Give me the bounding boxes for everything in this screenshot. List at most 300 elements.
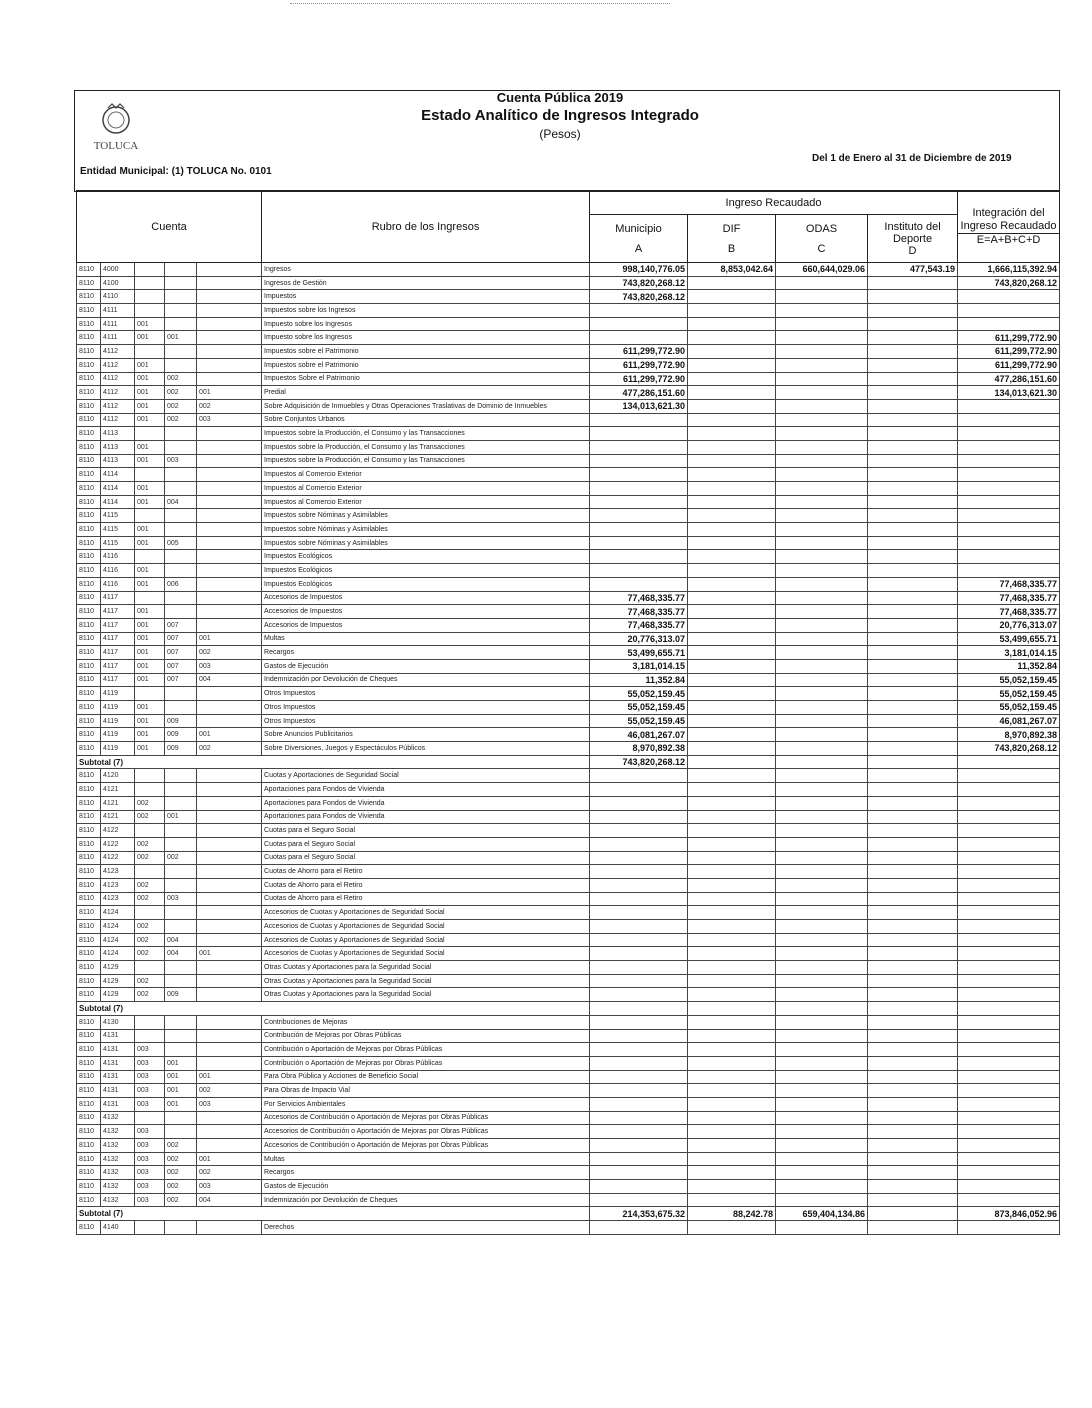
- integracion-value: 55,052,159.45: [958, 673, 1060, 687]
- account-code-cell: 4117: [101, 673, 135, 687]
- integracion-value: 20,776,313.07: [958, 618, 1060, 632]
- subtotal-row: [77, 1207, 1060, 1221]
- subtotal-row: [77, 755, 1060, 769]
- municipio-value: 20,776,313.07: [590, 632, 688, 646]
- account-code-cell: 001: [135, 646, 165, 660]
- account-code-cell: 8110: [77, 933, 101, 947]
- account-code-cell: [197, 701, 262, 715]
- dif-value: [688, 1056, 776, 1070]
- dif-value: [688, 1152, 776, 1166]
- odas-value: [776, 372, 868, 386]
- account-code-cell: [197, 878, 262, 892]
- municipio-value: [590, 837, 688, 851]
- account-code-cell: 4000: [101, 263, 135, 277]
- account-code-cell: 4140: [101, 1221, 135, 1235]
- integracion-value: [958, 920, 1060, 934]
- account-code-cell: 8110: [77, 304, 101, 318]
- odas-value: [776, 947, 868, 961]
- account-code-cell: [197, 427, 262, 441]
- table-row: [77, 1111, 1060, 1125]
- odas-value: [776, 1193, 868, 1207]
- account-code-cell: [165, 345, 197, 359]
- municipio-value: 214,353,675.32: [590, 1207, 688, 1221]
- account-code-cell: 8110: [77, 591, 101, 605]
- table-row: [77, 769, 1060, 783]
- account-code-cell: 001: [197, 632, 262, 646]
- account-code-cell: 001: [165, 810, 197, 824]
- account-code-cell: 4122: [101, 851, 135, 865]
- dif-value: [688, 1180, 776, 1194]
- rubro-cell: Impuestos al Comercio Exterior: [262, 468, 590, 482]
- account-code-cell: [135, 1111, 165, 1125]
- municipio-value: 77,468,335.77: [590, 618, 688, 632]
- account-code-cell: 4122: [101, 837, 135, 851]
- dif-value: [688, 947, 776, 961]
- table-row: [77, 454, 1060, 468]
- odas-value: [776, 454, 868, 468]
- account-code-cell: [135, 687, 165, 701]
- deporte-value: [868, 974, 958, 988]
- municipio-value: 55,052,159.45: [590, 687, 688, 701]
- account-code-cell: 003: [165, 892, 197, 906]
- account-code-cell: 4123: [101, 878, 135, 892]
- subtotal-label: Subtotal (7): [77, 1002, 590, 1016]
- municipio-value: [590, 1084, 688, 1098]
- account-code-cell: 001: [197, 1070, 262, 1084]
- account-code-cell: [135, 906, 165, 920]
- dif-value: [688, 673, 776, 687]
- odas-value: [776, 988, 868, 1002]
- account-code-cell: 001: [135, 714, 165, 728]
- deporte-value: [868, 933, 958, 947]
- account-code-cell: [165, 1029, 197, 1043]
- deporte-value: [868, 454, 958, 468]
- municipio-value: [590, 851, 688, 865]
- account-code-cell: 001: [135, 632, 165, 646]
- rubro-cell: Predial: [262, 386, 590, 400]
- account-code-cell: [197, 276, 262, 290]
- account-code-cell: 001: [135, 482, 165, 496]
- account-code-cell: 8110: [77, 550, 101, 564]
- odas-value: [776, 892, 868, 906]
- odas-value: [776, 1070, 868, 1084]
- integracion-value: [958, 810, 1060, 824]
- municipio-value: 611,299,772.90: [590, 345, 688, 359]
- account-code-cell: 001: [135, 440, 165, 454]
- municipio-value: 3,181,014.15: [590, 659, 688, 673]
- account-code-cell: 001: [135, 317, 165, 331]
- municipio-value: [590, 577, 688, 591]
- entity-label: Entidad Municipal: (1) TOLUCA No. 0101: [80, 166, 272, 177]
- account-code-cell: [197, 372, 262, 386]
- table-row: [77, 304, 1060, 318]
- account-code-cell: 003: [135, 1056, 165, 1070]
- integracion-value: [958, 1002, 1060, 1016]
- integracion-value: [958, 783, 1060, 797]
- account-code-cell: 8110: [77, 605, 101, 619]
- account-code-cell: [197, 536, 262, 550]
- account-code-cell: [197, 1043, 262, 1057]
- dif-value: [688, 810, 776, 824]
- deporte-value: [868, 906, 958, 920]
- account-code-cell: 004: [165, 495, 197, 509]
- municipio-value: [590, 810, 688, 824]
- rubro-cell: Impuestos: [262, 290, 590, 304]
- dif-value: [688, 632, 776, 646]
- deporte-value: [868, 386, 958, 400]
- account-code-cell: 8110: [77, 851, 101, 865]
- account-code-cell: 4112: [101, 413, 135, 427]
- account-code-cell: 003: [135, 1166, 165, 1180]
- account-code-cell: 4115: [101, 509, 135, 523]
- integracion-value: [958, 755, 1060, 769]
- table-row: [77, 1166, 1060, 1180]
- odas-value: [776, 1043, 868, 1057]
- rubro-cell: Impuestos sobre la Producción, el Consumo y las Transacciones: [262, 454, 590, 468]
- municipio-value: 743,820,268.12: [590, 290, 688, 304]
- header-dif-label: DIF: [722, 222, 741, 235]
- municipio-value: [590, 920, 688, 934]
- rubro-cell: Impuestos al Comercio Exterior: [262, 495, 590, 509]
- dif-value: [688, 495, 776, 509]
- account-code-cell: [197, 564, 262, 578]
- scan-noise: [290, 3, 670, 7]
- dif-value: [688, 290, 776, 304]
- table-row: [77, 509, 1060, 523]
- account-code-cell: 007: [165, 632, 197, 646]
- odas-value: [776, 550, 868, 564]
- odas-value: [776, 796, 868, 810]
- dif-value: [688, 742, 776, 756]
- account-code-cell: 4132: [101, 1193, 135, 1207]
- account-code-cell: 4111: [101, 304, 135, 318]
- account-code-cell: 001: [197, 1152, 262, 1166]
- municipio-value: [590, 961, 688, 975]
- dif-value: [688, 317, 776, 331]
- dif-value: [688, 988, 776, 1002]
- subtotal-label: Subtotal (7): [77, 1207, 590, 1221]
- table-row: [77, 440, 1060, 454]
- integracion-value: 11,352.84: [958, 659, 1060, 673]
- header-dif-letter: B: [727, 242, 736, 255]
- account-code-cell: [197, 1056, 262, 1070]
- account-code-cell: 8110: [77, 1015, 101, 1029]
- deporte-value: [868, 1221, 958, 1235]
- integracion-value: [958, 1221, 1060, 1235]
- integracion-value: [958, 427, 1060, 441]
- odas-value: [776, 755, 868, 769]
- account-code-cell: 003: [197, 1097, 262, 1111]
- account-code-cell: 8110: [77, 1221, 101, 1235]
- municipio-value: [590, 427, 688, 441]
- deporte-value: [868, 482, 958, 496]
- account-code-cell: [197, 961, 262, 975]
- integracion-value: [958, 317, 1060, 331]
- account-code-cell: 4115: [101, 536, 135, 550]
- account-code-cell: 4131: [101, 1043, 135, 1057]
- municipio-value: [590, 1097, 688, 1111]
- odas-value: [776, 482, 868, 496]
- dif-value: 88,242.78: [688, 1207, 776, 1221]
- account-code-cell: 001: [165, 1084, 197, 1098]
- dif-value: [688, 974, 776, 988]
- table-row: [77, 1043, 1060, 1057]
- header-odas: [776, 215, 868, 263]
- dif-value: [688, 865, 776, 879]
- account-code-cell: 8110: [77, 1193, 101, 1207]
- account-code-cell: 001: [135, 454, 165, 468]
- account-code-cell: [165, 906, 197, 920]
- rubro-cell: Impuestos sobre Nóminas y Asimilables: [262, 536, 590, 550]
- account-code-cell: 002: [135, 837, 165, 851]
- account-code-cell: 4123: [101, 865, 135, 879]
- account-code-cell: 4117: [101, 591, 135, 605]
- account-code-cell: 4113: [101, 440, 135, 454]
- deporte-value: [868, 1002, 958, 1016]
- account-code-cell: 4117: [101, 632, 135, 646]
- odas-value: [776, 687, 868, 701]
- municipio-value: [590, 454, 688, 468]
- account-code-cell: 8110: [77, 796, 101, 810]
- municipio-value: [590, 906, 688, 920]
- account-code-cell: 002: [165, 399, 197, 413]
- account-code-cell: [165, 304, 197, 318]
- account-code-cell: 8110: [77, 1180, 101, 1194]
- integracion-value: 1,666,115,392.94: [958, 263, 1060, 277]
- account-code-cell: 8110: [77, 714, 101, 728]
- account-code-cell: [165, 865, 197, 879]
- deporte-value: [868, 358, 958, 372]
- deporte-value: [868, 742, 958, 756]
- deporte-value: [868, 1152, 958, 1166]
- odas-value: [776, 1097, 868, 1111]
- account-code-cell: 8110: [77, 468, 101, 482]
- municipio-value: [590, 564, 688, 578]
- rubro-cell: Otros Impuestos: [262, 701, 590, 715]
- table-row: [77, 523, 1060, 537]
- account-code-cell: [197, 577, 262, 591]
- account-code-cell: [197, 714, 262, 728]
- integracion-value: [958, 974, 1060, 988]
- municipio-value: [590, 1002, 688, 1016]
- account-code-cell: 8110: [77, 673, 101, 687]
- integracion-value: [958, 892, 1060, 906]
- table-row: [77, 988, 1060, 1002]
- odas-value: [776, 1125, 868, 1139]
- deporte-value: [868, 468, 958, 482]
- rubro-cell: Aportaciones para Fondos de Vivienda: [262, 783, 590, 797]
- account-code-cell: 001: [135, 386, 165, 400]
- integracion-value: [958, 550, 1060, 564]
- account-code-cell: [197, 906, 262, 920]
- integracion-value: 3,181,014.15: [958, 646, 1060, 660]
- account-code-cell: 8110: [77, 1043, 101, 1057]
- account-code-cell: [165, 482, 197, 496]
- deporte-value: [868, 892, 958, 906]
- table-row: [77, 1139, 1060, 1153]
- account-code-cell: 009: [165, 728, 197, 742]
- account-code-cell: 002: [135, 933, 165, 947]
- deporte-value: [868, 495, 958, 509]
- rubro-cell: Accesorios de Impuestos: [262, 618, 590, 632]
- integracion-value: [958, 851, 1060, 865]
- odas-value: [776, 618, 868, 632]
- account-code-cell: 4119: [101, 714, 135, 728]
- table-row: [77, 605, 1060, 619]
- dif-value: [688, 482, 776, 496]
- account-code-cell: 003: [135, 1097, 165, 1111]
- dif-value: [688, 372, 776, 386]
- municipio-value: [590, 331, 688, 345]
- account-code-cell: [135, 769, 165, 783]
- account-code-cell: 4121: [101, 783, 135, 797]
- integracion-value: [958, 878, 1060, 892]
- account-code-cell: [135, 961, 165, 975]
- deporte-value: [868, 413, 958, 427]
- rubro-cell: Contribución o Aportación de Mejoras por Obras Públicas: [262, 1056, 590, 1070]
- account-code-cell: [135, 509, 165, 523]
- table-row: [77, 906, 1060, 920]
- table-row: [77, 687, 1060, 701]
- odas-value: [776, 974, 868, 988]
- account-code-cell: 003: [135, 1084, 165, 1098]
- account-code-cell: [165, 974, 197, 988]
- rubro-cell: Impuestos sobre Nóminas y Asimilables: [262, 523, 590, 537]
- table-row: [77, 1193, 1060, 1207]
- account-code-cell: 4129: [101, 974, 135, 988]
- odas-value: [776, 810, 868, 824]
- account-code-cell: 4121: [101, 810, 135, 824]
- odas-value: [776, 386, 868, 400]
- account-code-cell: 007: [165, 646, 197, 660]
- table-row: [77, 1152, 1060, 1166]
- odas-value: [776, 564, 868, 578]
- account-code-cell: [165, 824, 197, 838]
- integracion-value: [958, 1043, 1060, 1057]
- rubro-cell: Impuestos al Comercio Exterior: [262, 482, 590, 496]
- account-code-cell: 8110: [77, 632, 101, 646]
- deporte-value: [868, 427, 958, 441]
- integracion-value: [958, 454, 1060, 468]
- rubro-cell: Accesorios de Impuestos: [262, 591, 590, 605]
- account-code-cell: 005: [165, 536, 197, 550]
- account-code-cell: 4116: [101, 577, 135, 591]
- integracion-value: [958, 1193, 1060, 1207]
- account-code-cell: 4129: [101, 988, 135, 1002]
- table-row: [77, 399, 1060, 413]
- account-code-cell: 4124: [101, 920, 135, 934]
- table-row: [77, 837, 1060, 851]
- account-code-cell: 004: [165, 933, 197, 947]
- account-code-cell: [165, 509, 197, 523]
- municipio-value: [590, 1152, 688, 1166]
- account-code-cell: [135, 263, 165, 277]
- toluca-logo: [86, 100, 146, 156]
- odas-value: [776, 331, 868, 345]
- rubro-cell: Impuestos sobre el Patrimonio: [262, 345, 590, 359]
- table-row: [77, 728, 1060, 742]
- rubro-cell: Derechos: [262, 1221, 590, 1235]
- integracion-value: 8,970,892.38: [958, 728, 1060, 742]
- account-code-cell: 002: [165, 1139, 197, 1153]
- account-code-cell: 003: [197, 413, 262, 427]
- header-odas-label: ODAS: [805, 222, 838, 235]
- account-code-cell: [197, 1139, 262, 1153]
- rubro-cell: Accesorios de Contribución o Aportación de Mejoras por Obras Públicas: [262, 1139, 590, 1153]
- municipio-value: [590, 1015, 688, 1029]
- account-code-cell: [197, 837, 262, 851]
- odas-value: [776, 427, 868, 441]
- account-code-cell: 4130: [101, 1015, 135, 1029]
- integracion-value: [958, 1056, 1060, 1070]
- odas-value: [776, 290, 868, 304]
- municipio-value: [590, 1070, 688, 1084]
- account-code-cell: 8110: [77, 728, 101, 742]
- account-code-cell: 8110: [77, 263, 101, 277]
- odas-value: [776, 495, 868, 509]
- table-row: [77, 810, 1060, 824]
- dif-value: [688, 454, 776, 468]
- account-code-cell: 001: [197, 386, 262, 400]
- account-code-cell: [135, 1015, 165, 1029]
- dif-value: [688, 687, 776, 701]
- odas-value: [776, 577, 868, 591]
- account-code-cell: 002: [197, 646, 262, 660]
- account-code-cell: [135, 427, 165, 441]
- account-code-cell: [197, 974, 262, 988]
- odas-value: 659,404,134.86: [776, 1207, 868, 1221]
- deporte-value: [868, 523, 958, 537]
- municipio-value: 53,499,655.71: [590, 646, 688, 660]
- account-code-cell: [165, 440, 197, 454]
- account-code-cell: [165, 1111, 197, 1125]
- table-row: [77, 1221, 1060, 1235]
- account-code-cell: 4113: [101, 427, 135, 441]
- table-row: [77, 1097, 1060, 1111]
- rubro-cell: Contribución o Aportación de Mejoras por Obras Públicas: [262, 1043, 590, 1057]
- municipio-value: [590, 865, 688, 879]
- deporte-value: [868, 632, 958, 646]
- table-row: [77, 1180, 1060, 1194]
- odas-value: 660,644,029.06: [776, 263, 868, 277]
- account-code-cell: [165, 961, 197, 975]
- rubro-cell: Otros Impuestos: [262, 687, 590, 701]
- account-code-cell: 8110: [77, 331, 101, 345]
- account-code-cell: 003: [135, 1193, 165, 1207]
- table-row: [77, 1015, 1060, 1029]
- account-code-cell: [197, 1029, 262, 1043]
- odas-value: [776, 1139, 868, 1153]
- account-code-cell: [165, 1043, 197, 1057]
- dif-value: [688, 276, 776, 290]
- deporte-value: [868, 961, 958, 975]
- account-code-cell: [197, 1111, 262, 1125]
- account-code-cell: 4129: [101, 961, 135, 975]
- deporte-value: [868, 837, 958, 851]
- municipio-value: [590, 1125, 688, 1139]
- account-code-cell: [165, 1221, 197, 1235]
- integracion-value: [958, 796, 1060, 810]
- account-code-cell: 002: [135, 851, 165, 865]
- dif-value: [688, 331, 776, 345]
- table-row: [77, 468, 1060, 482]
- report-year-title: Cuenta Pública 2019: [496, 90, 624, 105]
- integracion-value: [958, 482, 1060, 496]
- account-code-cell: 002: [165, 1152, 197, 1166]
- account-code-cell: 002: [135, 974, 165, 988]
- integracion-value: [958, 536, 1060, 550]
- account-code-cell: 4112: [101, 372, 135, 386]
